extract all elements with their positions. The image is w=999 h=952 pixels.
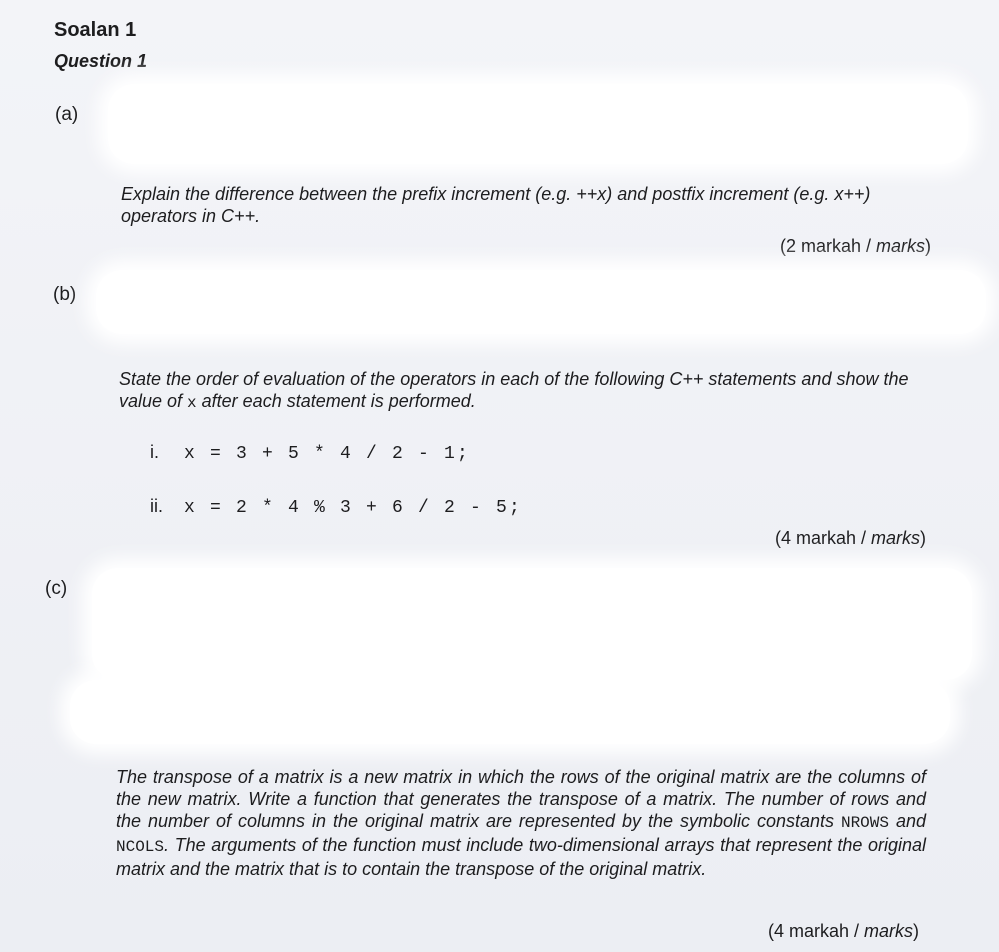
part-a-label: (a) <box>55 104 79 125</box>
part-a-question-text: Explain the difference between the prefix increment (e.g. ++x) and postfix increment (e.g. x++) operators in C++. <box>121 184 871 226</box>
part-b-question-text: State the order of evaluation of the operators in each of the following C++ statements and show the value of x after each statement is performed. <box>119 369 909 412</box>
statement-item: i. x = 3 + 5 * 4 / 2 - 1; <box>150 442 471 464</box>
question-title-en: Question 1 <box>54 51 148 71</box>
part-c-label: (c) <box>45 578 68 599</box>
part-c-marks: (4 markah / marks) <box>767 921 919 941</box>
part-b-marks: (4 markah / marks) <box>774 528 926 548</box>
statement-item: ii. x = 2 * 4 % 3 + 6 / 2 - 5; <box>150 496 523 518</box>
part-a-marks: (2 markah / marks) <box>779 236 931 256</box>
part-b-label: (b) <box>53 284 77 305</box>
redacted-region-a <box>108 84 968 164</box>
redacted-region-c-lower <box>70 680 950 744</box>
question-title-ms: Soalan 1 <box>54 19 137 41</box>
redacted-region-c <box>92 568 972 680</box>
part-c-question-text: The transpose of a matrix is a new matrix in which the rows of the original matrix are the columns of the new matrix. Write a function that generates the transpose of a matrix. The number of rows and the number of columns in the original matrix are represented by the symbolic constants NROWS and NCOLS. The arguments of the function must include two-dimensional arrays that represent the original matrix and the matrix that is to contain the transpose of the original matrix. <box>116 767 926 879</box>
redacted-region-b <box>96 270 986 334</box>
